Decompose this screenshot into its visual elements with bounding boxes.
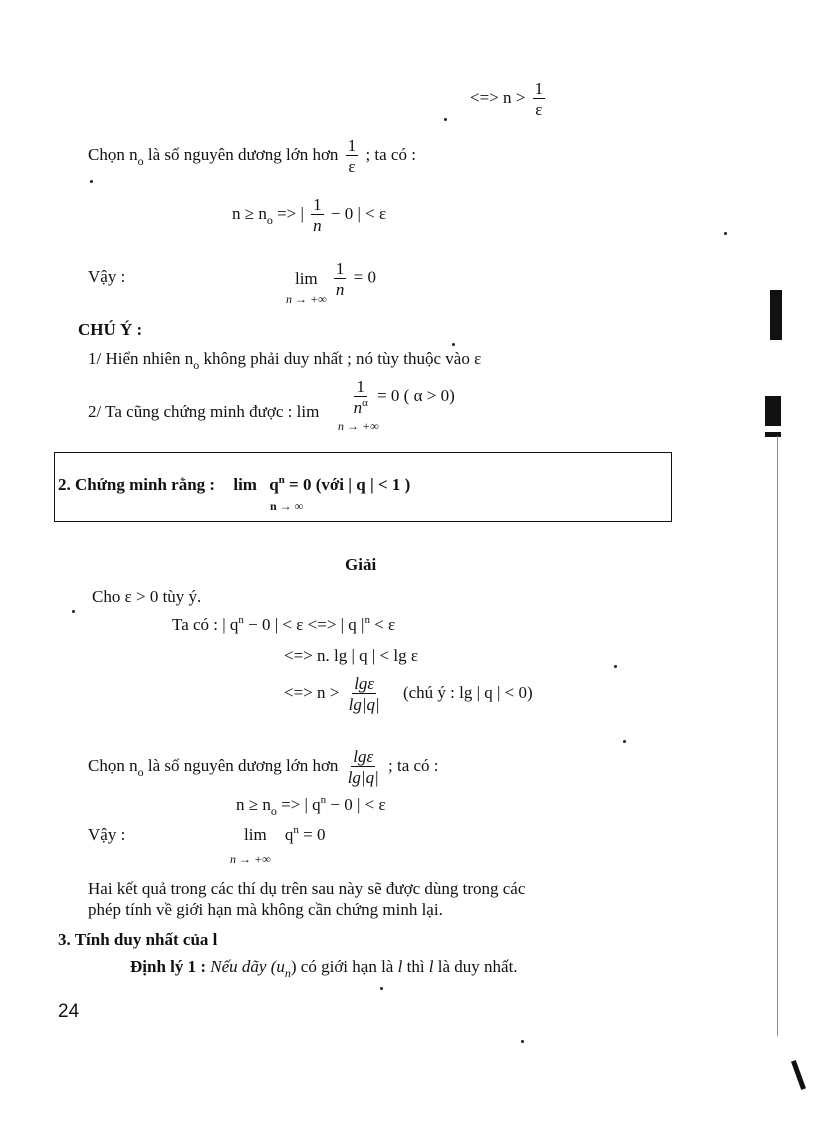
text: ; ta có : [365,144,416,164]
fraction [346,748,381,786]
solution-line-4 [284,675,533,713]
text: = 0 ( α > 0) [377,385,455,405]
fraction-numerator: lgε [353,747,374,766]
solution-conclusion [244,826,326,843]
text: n ≥ n [232,203,267,223]
scan-dot [452,343,455,346]
note-item-2 [88,377,455,421]
inequality-line-2 [232,196,386,234]
section-3-heading: 3. Tính duy nhất của l [58,930,218,949]
fraction-numerator: 1 [534,79,544,98]
note-title: CHÚ Ý : [78,320,143,339]
text: 2. Chứng minh rằng : [58,475,216,494]
fraction-denominator: n [313,216,322,235]
superscript: n [278,474,285,486]
fraction-numerator: 1 [347,136,357,155]
theorem-label: Định lý 1 : [130,957,207,976]
lim-subscript: n → +∞ [230,852,271,866]
scan-edge-mark [765,396,781,426]
text: => | [272,203,304,223]
fraction-numerator: 1 [313,195,322,214]
solution-line-1: Cho ε > 0 tùy ý. [92,587,202,606]
subscript: o [270,804,277,818]
scan-edge-mark [765,432,781,437]
superscript: α [362,397,368,409]
text: − 0 | < ε [326,795,386,814]
fraction [533,80,546,118]
fraction-denominator: ε [348,157,356,176]
text: − 0 | < ε <=> | q | [243,615,365,634]
problem-2-statement [58,476,410,493]
text: ; ta có : [388,755,439,775]
fraction-numerator: 1 [356,377,365,396]
lim-subscript: n → ∞ [270,499,304,513]
lim-subscript: n → +∞ [286,292,327,306]
text: = 0 [353,267,376,287]
text: 1/ Hiển nhiên n [88,349,194,368]
subscript: o [137,153,144,168]
scan-dot [724,232,727,235]
fraction [334,260,347,298]
conclusion-label: Vậy : [88,267,126,286]
solution-line-2 [172,616,395,633]
fraction [352,378,370,416]
text: không phải duy nhất ; nó tùy thuộc vào ε [199,349,482,368]
scan-dot [380,987,383,990]
text: ) có giới hạn là [290,957,398,976]
text: = 0 (với | q | < 1 ) [289,475,411,494]
text: Ta có : | q [172,615,239,634]
superscript: n [364,614,370,626]
subscript: o [266,212,273,227]
page-number: 24 [58,1001,80,1022]
lim: lim [244,825,267,844]
text: q [284,825,294,844]
fraction-denominator: lg|q| [348,695,380,714]
text: = 0 [298,825,326,844]
subscript: n [284,966,291,980]
remark-line-2: phép tính về giới hạn mà không cần chứng minh lại. [88,900,443,919]
text: là số nguyên dương lớn hơn [143,755,339,775]
solution-title: Giải [345,555,377,574]
text: là duy nhất. [433,957,518,976]
conclusion-formula [286,252,376,305]
fraction-denominator: lg|q| [347,768,379,787]
text: thì [402,957,429,976]
choose-n0-line [88,137,416,175]
solution-conclusion-label: Vậy : [88,825,126,844]
solution-line-5 [88,748,439,786]
text: n ≥ n [236,795,271,814]
scan-dot [521,1040,524,1043]
text: <=> n > [284,682,340,702]
fraction-denominator [352,397,370,416]
scan-dot [444,118,447,121]
fraction [346,137,359,175]
text: l [428,957,434,976]
lim: lim [294,269,318,288]
text: là số nguyên dương lớn hơn [143,144,339,164]
scan-dot [623,740,626,743]
text: q [269,475,279,494]
fraction-numerator: 1 [335,258,345,278]
remark-line-1: Hai kết quả trong các thí dụ trên sau này sẽ được dùng trong các [88,879,526,898]
fraction-denominator: n [335,279,345,299]
scan-edge-mark [791,1060,806,1090]
fraction [347,675,382,713]
text: l [397,957,403,976]
subscript: o [137,764,144,779]
scan-dot [72,610,75,613]
lim: lim [233,475,257,494]
subscript: o [193,358,200,372]
superscript: n [320,794,327,806]
text: (chú ý : lg | q | < 0) [402,682,533,702]
text: 2/ Ta cũng chứng minh được : lim [88,401,320,421]
scan-edge-mark [770,290,782,340]
solution-line-6 [236,794,386,818]
superscript: n [238,614,244,626]
text: − 0 | < ε [330,203,387,223]
text: Nếu dãy (u [206,957,285,976]
fraction [311,196,324,234]
note-item-1 [88,349,482,372]
scan-edge-line [777,436,778,1036]
text: < ε [369,615,396,634]
fraction-numerator: lgε [354,674,375,693]
inequality-line-1 [470,80,548,118]
fraction-denominator: ε [535,100,543,119]
text: => | q [276,795,321,814]
scan-dot [90,180,93,183]
text: Chọn n [88,144,138,164]
scan-dot [614,665,617,668]
lim-subscript: n → +∞ [338,419,379,433]
text: Chọn n [88,755,138,775]
superscript: n [293,824,299,836]
theorem-1 [130,957,518,980]
text: n [353,398,363,417]
solution-line-3: <=> n. lg | q | < lg ε [284,646,418,665]
inequality-prefix: <=> n > [470,87,526,107]
